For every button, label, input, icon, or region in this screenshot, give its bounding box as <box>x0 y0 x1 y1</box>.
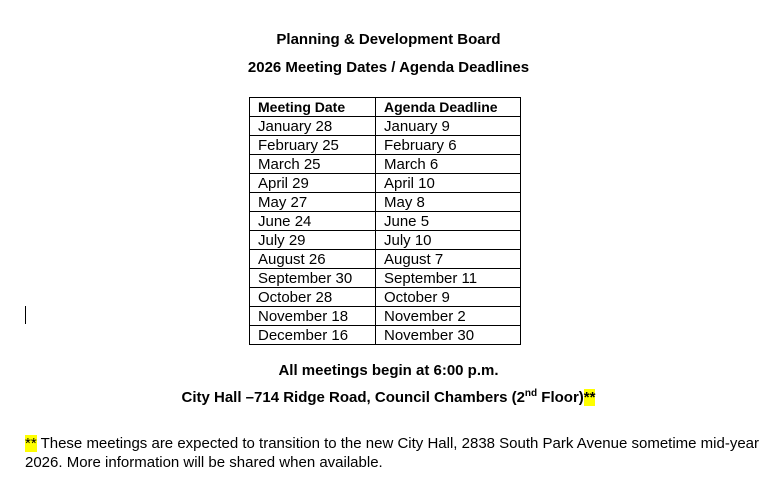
table-row <box>250 250 521 269</box>
location-text-end: Floor) <box>537 389 584 406</box>
meeting-location-note <box>0 389 777 407</box>
agenda-deadline-cell: April 10 <box>376 174 521 193</box>
table-row <box>250 288 521 307</box>
meeting-time-note: All meetings begin at 6:00 p.m. <box>278 362 499 379</box>
table-row <box>250 174 521 193</box>
meeting-date-cell: December 16 <box>250 326 376 345</box>
agenda-deadline-cell: January 9 <box>376 117 521 136</box>
table-row <box>250 136 521 155</box>
table-row <box>250 117 521 136</box>
table-row <box>250 326 521 345</box>
agenda-deadline-cell: July 10 <box>376 231 521 250</box>
meeting-date-cell: April 29 <box>250 174 376 193</box>
agenda-deadline-cell: September 11 <box>376 269 521 288</box>
meeting-date-cell: October 28 <box>250 288 376 307</box>
meeting-date-cell: January 28 <box>250 117 376 136</box>
agenda-deadline-cell: November 2 <box>376 307 521 326</box>
location-text: City Hall –714 Ridge Road, Council Chambers (2 <box>181 389 525 406</box>
meeting-date-cell: May 27 <box>250 193 376 212</box>
meeting-date-cell: June 24 <box>250 212 376 231</box>
text-cursor <box>25 306 26 324</box>
column-header-agenda-deadline: Agenda Deadline <box>376 98 521 117</box>
agenda-deadline-cell: May 8 <box>376 193 521 212</box>
table-row <box>250 155 521 174</box>
table-row <box>250 193 521 212</box>
footnote-asterisk-marker: ** <box>25 435 37 452</box>
column-header-meeting-date: Meeting Date <box>250 98 376 117</box>
meeting-date-cell: September 30 <box>250 269 376 288</box>
footnote-text: These meetings are expected to transition to the new City Hall, 2838 South Park Avenue sometime mid-year 2026. More information will be shared when available. <box>25 435 760 471</box>
table-row <box>250 269 521 288</box>
table-row <box>250 307 521 326</box>
meeting-date-cell: August 26 <box>250 250 376 269</box>
document-title: Planning & Development Board <box>276 31 501 48</box>
document-subtitle: 2026 Meeting Dates / Agenda Deadlines <box>247 59 530 76</box>
meeting-date-cell: February 25 <box>250 136 376 155</box>
table-row <box>250 231 521 250</box>
meeting-date-cell: November 18 <box>250 307 376 326</box>
agenda-deadline-cell: November 30 <box>376 326 521 345</box>
meeting-date-cell: July 29 <box>250 231 376 250</box>
agenda-deadline-cell: June 5 <box>376 212 521 231</box>
meeting-date-cell: March 25 <box>250 155 376 174</box>
footnote <box>25 434 765 472</box>
agenda-deadline-cell: August 7 <box>376 250 521 269</box>
table-header-row <box>250 98 521 117</box>
meeting-schedule-table <box>249 97 521 345</box>
ordinal-suffix: nd <box>524 388 538 399</box>
agenda-deadline-cell: February 6 <box>376 136 521 155</box>
agenda-deadline-cell: March 6 <box>376 155 521 174</box>
agenda-deadline-cell: October 9 <box>376 288 521 307</box>
table-row <box>250 212 521 231</box>
highlighted-asterisk-marker: ** <box>583 389 596 406</box>
